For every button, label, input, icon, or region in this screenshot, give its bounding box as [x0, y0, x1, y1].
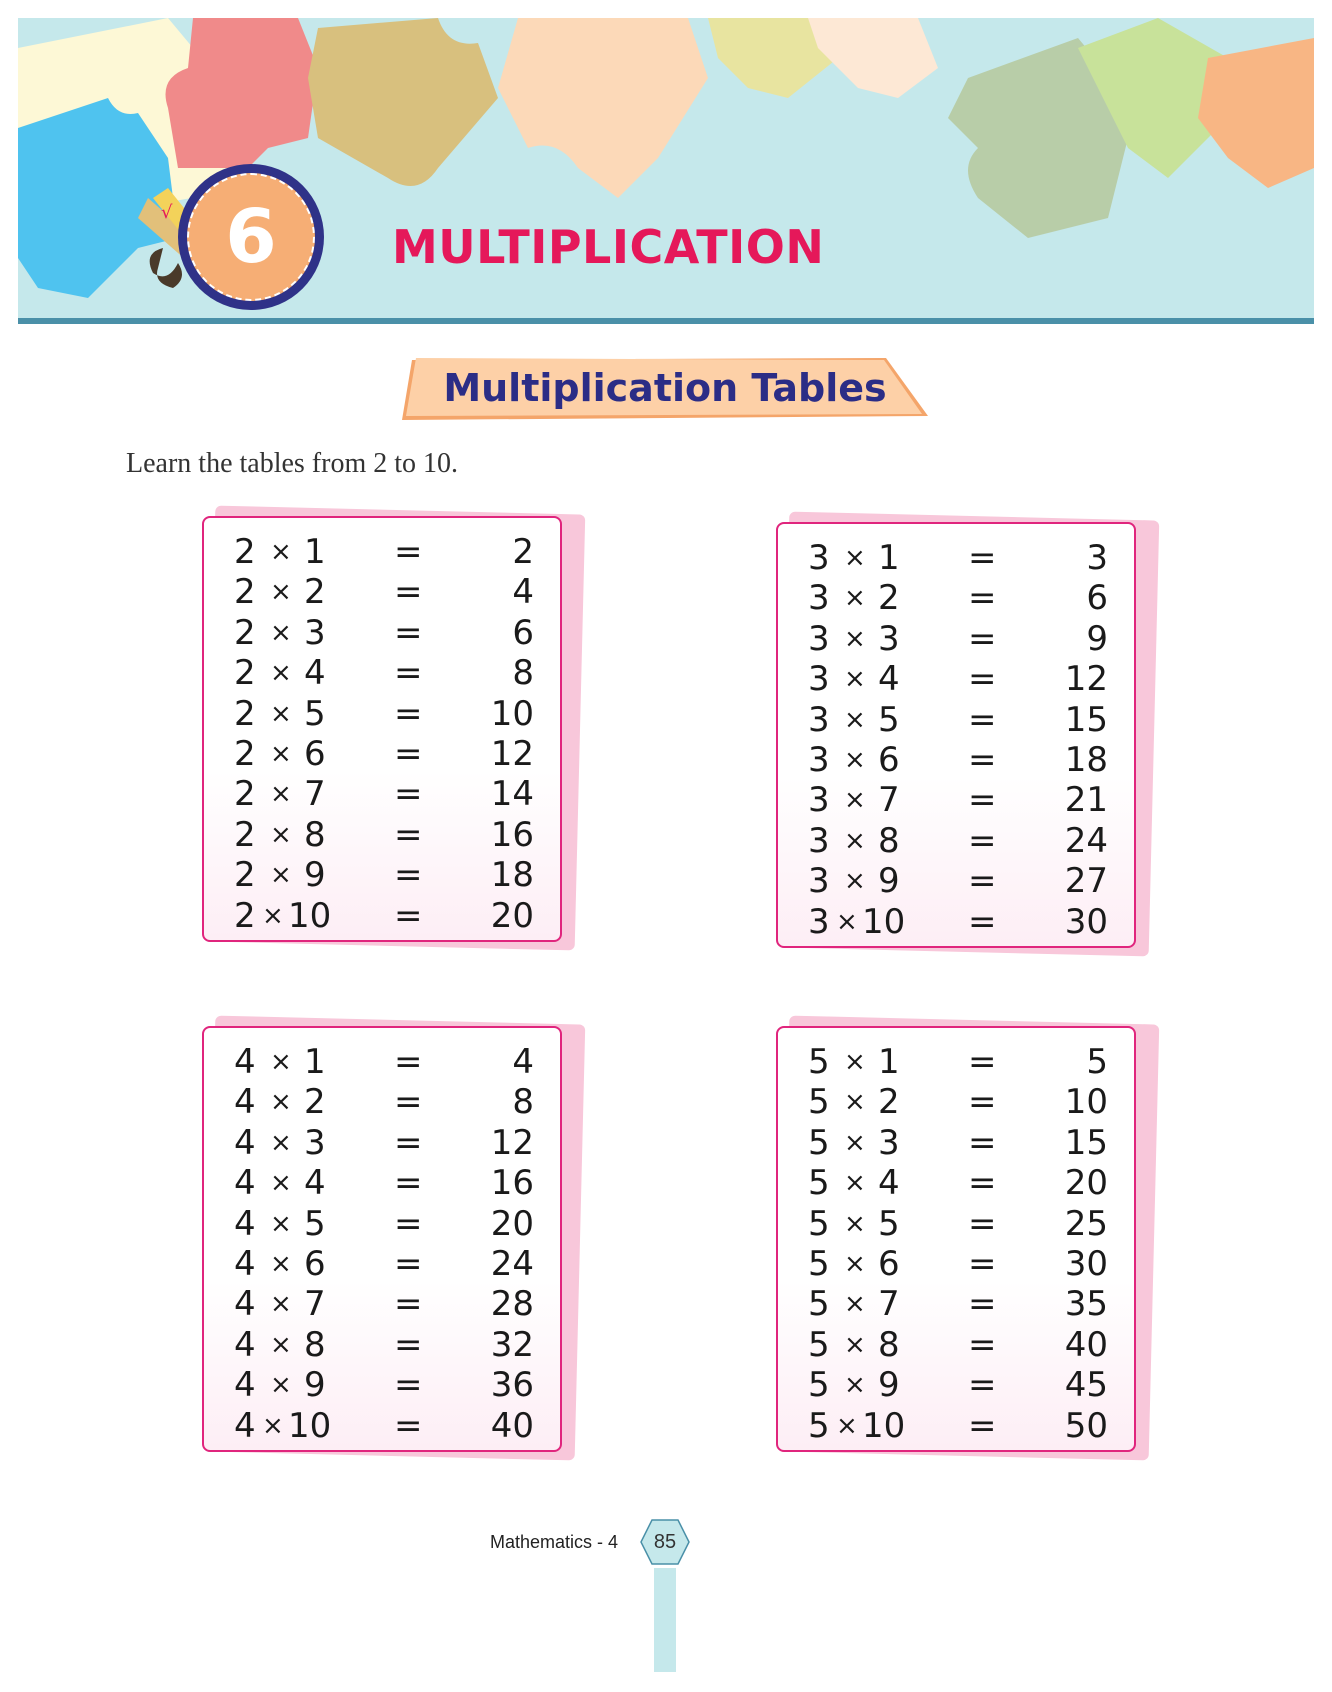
multiplier: 1: [878, 538, 900, 578]
multiplicand: 2: [234, 733, 256, 774]
equals-symbol: =: [968, 1365, 997, 1406]
chapter-title: MULTIPLICATION: [392, 220, 825, 274]
multiplicand: 5: [808, 1365, 830, 1406]
multiplier: 6: [304, 1243, 326, 1284]
multiplicand: 2: [234, 774, 256, 815]
equals-symbol: =: [968, 1203, 997, 1244]
multiplier: 1: [878, 1042, 900, 1082]
multiplicand: 5: [808, 1163, 830, 1204]
multiplicand: 3: [808, 618, 830, 659]
multiplicand: 5: [808, 1284, 830, 1325]
times-symbol: ×: [270, 1329, 292, 1360]
equals-symbol: =: [968, 861, 997, 902]
multiplier: 9: [878, 1365, 900, 1406]
table-card-5: [776, 1026, 1136, 1452]
times-symbol: ×: [270, 617, 292, 648]
multiplier: 2: [878, 578, 900, 619]
multiplicand: 5: [808, 1405, 830, 1446]
product: 40: [490, 1405, 534, 1446]
product: 20: [1064, 1163, 1108, 1204]
table-row: [234, 1082, 534, 1122]
table-row: [808, 780, 1108, 820]
product: 6: [1086, 578, 1108, 619]
multiplier: 5: [304, 1203, 326, 1244]
times-symbol: ×: [844, 785, 866, 816]
multiplicand: 4: [234, 1042, 256, 1082]
multiplicand: 5: [808, 1122, 830, 1163]
product: 27: [1064, 861, 1108, 902]
times-symbol: ×: [844, 1289, 866, 1320]
multiplier: 3: [304, 1122, 326, 1163]
times-symbol: ×: [270, 819, 292, 850]
multiplier: 3: [878, 618, 900, 659]
product: 28: [490, 1284, 534, 1325]
times-symbol: ×: [844, 623, 866, 654]
times-symbol: ×: [270, 537, 292, 567]
table-row: [808, 1204, 1108, 1244]
times-symbol: ×: [844, 1127, 866, 1158]
times-symbol: ×: [270, 779, 292, 810]
product: 25: [1064, 1203, 1108, 1244]
product: 2: [512, 532, 534, 572]
multiplicand: 4: [234, 1243, 256, 1284]
multiplier: 10: [288, 1405, 332, 1446]
book-title: Mathematics - 4: [490, 1532, 619, 1552]
multiplicand: 3: [808, 659, 830, 700]
times-symbol: ×: [844, 866, 866, 897]
product: 35: [1064, 1284, 1108, 1325]
product: 6: [512, 612, 534, 653]
product: 21: [1064, 780, 1108, 821]
multiplicand: 2: [234, 653, 256, 694]
multiplicand: 4: [234, 1324, 256, 1365]
multiplicand: 5: [808, 1082, 830, 1123]
equals-symbol: =: [968, 1324, 997, 1365]
section-title: Multiplication Tables: [443, 366, 887, 410]
chapter-number-badge: [178, 164, 324, 310]
product: 15: [1064, 1122, 1108, 1163]
table-row: [234, 1123, 534, 1163]
multiplier: 10: [862, 901, 906, 942]
times-symbol: ×: [262, 1410, 284, 1441]
page-tab-stem: [654, 1568, 676, 1672]
equals-symbol: =: [968, 820, 997, 861]
table-row: [234, 815, 534, 855]
table-row: [234, 1204, 534, 1244]
multiplier: 8: [304, 814, 326, 855]
multiplier: 7: [304, 774, 326, 815]
equals-symbol: =: [394, 1042, 423, 1082]
table-row: [808, 659, 1108, 699]
multiplier: 6: [304, 733, 326, 774]
equals-symbol: =: [394, 653, 423, 694]
times-symbol: ×: [270, 1127, 292, 1158]
multiplicand: 2: [234, 532, 256, 572]
equals-symbol: =: [394, 855, 423, 896]
table-row: [234, 613, 534, 653]
multiplier: 7: [304, 1284, 326, 1325]
multiplier: 4: [304, 653, 326, 694]
multiplicand: 2: [234, 693, 256, 734]
multiplier: 2: [304, 572, 326, 613]
times-symbol: ×: [844, 1168, 866, 1199]
product: 18: [1064, 739, 1108, 780]
table-row: [808, 1325, 1108, 1365]
equals-symbol: =: [394, 733, 423, 774]
product: 50: [1064, 1405, 1108, 1446]
equals-symbol: =: [394, 1243, 423, 1284]
table-row: [234, 1244, 534, 1284]
product: 9: [1086, 618, 1108, 659]
table-row: [234, 734, 534, 774]
equals-symbol: =: [968, 1082, 997, 1123]
multiplicand: 4: [234, 1284, 256, 1325]
chapter-banner: [18, 18, 1314, 320]
multiplier: 10: [288, 895, 332, 936]
product: 45: [1064, 1365, 1108, 1406]
table-row: [808, 619, 1108, 659]
table-row: [234, 572, 534, 612]
times-symbol: ×: [836, 906, 858, 937]
table-row: [808, 700, 1108, 740]
equals-symbol: =: [394, 1324, 423, 1365]
table-row: [808, 1365, 1108, 1405]
chapter-number: 6: [225, 194, 277, 280]
product: 12: [1064, 659, 1108, 700]
table-row: [234, 1325, 534, 1365]
times-symbol: ×: [270, 1087, 292, 1118]
times-symbol: ×: [270, 1370, 292, 1401]
table-row: [808, 1082, 1108, 1122]
equals-symbol: =: [968, 739, 997, 780]
section-heading-tab: [398, 358, 932, 424]
product: 10: [490, 693, 534, 734]
times-symbol: ×: [270, 577, 292, 608]
times-symbol: ×: [844, 543, 866, 573]
multiplier: 6: [878, 739, 900, 780]
times-symbol: ×: [270, 1208, 292, 1239]
product: 4: [512, 1042, 534, 1082]
multiplier: 2: [304, 1082, 326, 1123]
equals-symbol: =: [394, 1203, 423, 1244]
product: 30: [1064, 1243, 1108, 1284]
times-symbol: ×: [270, 1248, 292, 1279]
times-symbol: ×: [844, 704, 866, 735]
multiplicand: 2: [234, 572, 256, 613]
multiplier: 5: [878, 699, 900, 740]
table-row: [234, 1163, 534, 1203]
equals-symbol: =: [968, 1405, 997, 1446]
multiplicand: 4: [234, 1082, 256, 1123]
multiplicand: 3: [808, 739, 830, 780]
product: 16: [490, 814, 534, 855]
product: 30: [1064, 901, 1108, 942]
product: 5: [1086, 1042, 1108, 1082]
times-symbol: ×: [270, 658, 292, 689]
times-symbol: ×: [844, 664, 866, 695]
multiplicand: 4: [234, 1365, 256, 1406]
product: 12: [490, 1122, 534, 1163]
multiplicand: 5: [808, 1042, 830, 1082]
multiplier: 9: [878, 861, 900, 902]
table-row: [234, 1042, 534, 1082]
times-symbol: ×: [844, 744, 866, 775]
product: 3: [1086, 538, 1108, 578]
product: 14: [490, 774, 534, 815]
times-symbol: ×: [270, 698, 292, 729]
table-card-2: [202, 516, 562, 942]
multiplier: 2: [878, 1082, 900, 1123]
times-symbol: ×: [844, 1208, 866, 1239]
table-row: [808, 902, 1108, 942]
multiplier: 8: [878, 1324, 900, 1365]
multiplier: 5: [878, 1203, 900, 1244]
multiplicand: 2: [234, 814, 256, 855]
instruction-text: Learn the tables from 2 to 10.: [126, 448, 459, 479]
page-number: 85: [653, 1531, 677, 1553]
times-symbol: ×: [270, 860, 292, 891]
times-symbol: ×: [844, 1370, 866, 1401]
times-symbol: ×: [844, 1047, 866, 1077]
multiplicand: 3: [808, 861, 830, 902]
equals-symbol: =: [968, 699, 997, 740]
multiplier: 8: [304, 1324, 326, 1365]
times-symbol: ×: [844, 1248, 866, 1279]
table-row: [808, 861, 1108, 901]
multiplicand: 4: [234, 1163, 256, 1204]
times-symbol: ×: [270, 1047, 292, 1077]
equals-symbol: =: [968, 1122, 997, 1163]
product: 20: [490, 1203, 534, 1244]
multiplier: 1: [304, 532, 326, 572]
multiplier: 4: [304, 1163, 326, 1204]
table-row: [234, 532, 534, 572]
product: 36: [490, 1365, 534, 1406]
times-symbol: ×: [836, 1410, 858, 1441]
equals-symbol: =: [394, 1082, 423, 1123]
table-row: [234, 1284, 534, 1324]
multiplier: 10: [862, 1405, 906, 1446]
equals-symbol: =: [968, 578, 997, 619]
multiplicand: 5: [808, 1324, 830, 1365]
multiplicand: 3: [808, 901, 830, 942]
product: 40: [1064, 1324, 1108, 1365]
table-card-4: [202, 1026, 562, 1452]
equals-symbol: =: [968, 618, 997, 659]
table-row: [808, 1406, 1108, 1446]
product: 4: [512, 572, 534, 613]
equals-symbol: =: [394, 1405, 423, 1446]
equals-symbol: =: [394, 612, 423, 653]
multiplier: 7: [878, 1284, 900, 1325]
times-symbol: ×: [262, 900, 284, 931]
multiplicand: 2: [234, 855, 256, 896]
times-symbol: ×: [270, 738, 292, 769]
multiplicand: 2: [234, 612, 256, 653]
table-row: [808, 740, 1108, 780]
multiplicand: 3: [808, 820, 830, 861]
table-row: [808, 821, 1108, 861]
product: 24: [490, 1243, 534, 1284]
multiplicand: 3: [808, 578, 830, 619]
table-row: [808, 538, 1108, 578]
equals-symbol: =: [968, 780, 997, 821]
product: 18: [490, 855, 534, 896]
multiplier: 3: [878, 1122, 900, 1163]
product: 15: [1064, 699, 1108, 740]
times-symbol: ×: [844, 1087, 866, 1118]
multiplier: 4: [878, 659, 900, 700]
product: 32: [490, 1324, 534, 1365]
equals-symbol: =: [968, 538, 997, 578]
equals-symbol: =: [394, 1365, 423, 1406]
equals-symbol: =: [394, 1122, 423, 1163]
equals-symbol: =: [394, 814, 423, 855]
table-row: [234, 1365, 534, 1405]
multiplier: 8: [878, 820, 900, 861]
times-symbol: ×: [844, 825, 866, 856]
multiplicand: 5: [808, 1203, 830, 1244]
equals-symbol: =: [394, 1284, 423, 1325]
equals-symbol: =: [394, 774, 423, 815]
product: 10: [1064, 1082, 1108, 1123]
page-number-badge: [640, 1518, 690, 1566]
product: 8: [512, 1082, 534, 1123]
multiplicand: 4: [234, 1405, 256, 1446]
table-card-3: [776, 522, 1136, 948]
table-row: [234, 694, 534, 734]
product: 8: [512, 653, 534, 694]
svg-text:√: √: [161, 202, 173, 223]
multiplier: 9: [304, 1365, 326, 1406]
multiplicand: 3: [808, 538, 830, 578]
times-symbol: ×: [844, 1329, 866, 1360]
equals-symbol: =: [968, 1163, 997, 1204]
product: 16: [490, 1163, 534, 1204]
times-symbol: ×: [270, 1168, 292, 1199]
table-row: [808, 1042, 1108, 1082]
table-row: [808, 1163, 1108, 1203]
multiplicand: 5: [808, 1243, 830, 1284]
equals-symbol: =: [394, 532, 423, 572]
table-row: [234, 774, 534, 814]
times-symbol: ×: [844, 583, 866, 614]
table-row: [808, 578, 1108, 618]
equals-symbol: =: [968, 901, 997, 942]
equals-symbol: =: [394, 693, 423, 734]
multiplier: 7: [878, 780, 900, 821]
table-row: [234, 1406, 534, 1446]
equals-symbol: =: [968, 659, 997, 700]
equals-symbol: =: [968, 1284, 997, 1325]
multiplicand: 4: [234, 1122, 256, 1163]
equals-symbol: =: [968, 1243, 997, 1284]
multiplier: 9: [304, 855, 326, 896]
multiplicand: 4: [234, 1203, 256, 1244]
multiplier: 3: [304, 612, 326, 653]
table-row: [234, 855, 534, 895]
multiplier: 4: [878, 1163, 900, 1204]
equals-symbol: =: [394, 1163, 423, 1204]
multiplicand: 3: [808, 780, 830, 821]
banner-divider: [18, 318, 1314, 324]
product: 24: [1064, 820, 1108, 861]
table-row: [234, 653, 534, 693]
times-symbol: ×: [270, 1289, 292, 1320]
table-row: [808, 1244, 1108, 1284]
product: 12: [490, 733, 534, 774]
table-row: [808, 1123, 1108, 1163]
multiplier: 6: [878, 1243, 900, 1284]
multiplier: 1: [304, 1042, 326, 1082]
multiplicand: 2: [234, 895, 256, 936]
equals-symbol: =: [394, 572, 423, 613]
equals-symbol: =: [968, 1042, 997, 1082]
table-row: [234, 896, 534, 936]
product: 20: [490, 895, 534, 936]
multiplier: 5: [304, 693, 326, 734]
multiplicand: 3: [808, 699, 830, 740]
table-row: [808, 1284, 1108, 1324]
equals-symbol: =: [394, 895, 423, 936]
